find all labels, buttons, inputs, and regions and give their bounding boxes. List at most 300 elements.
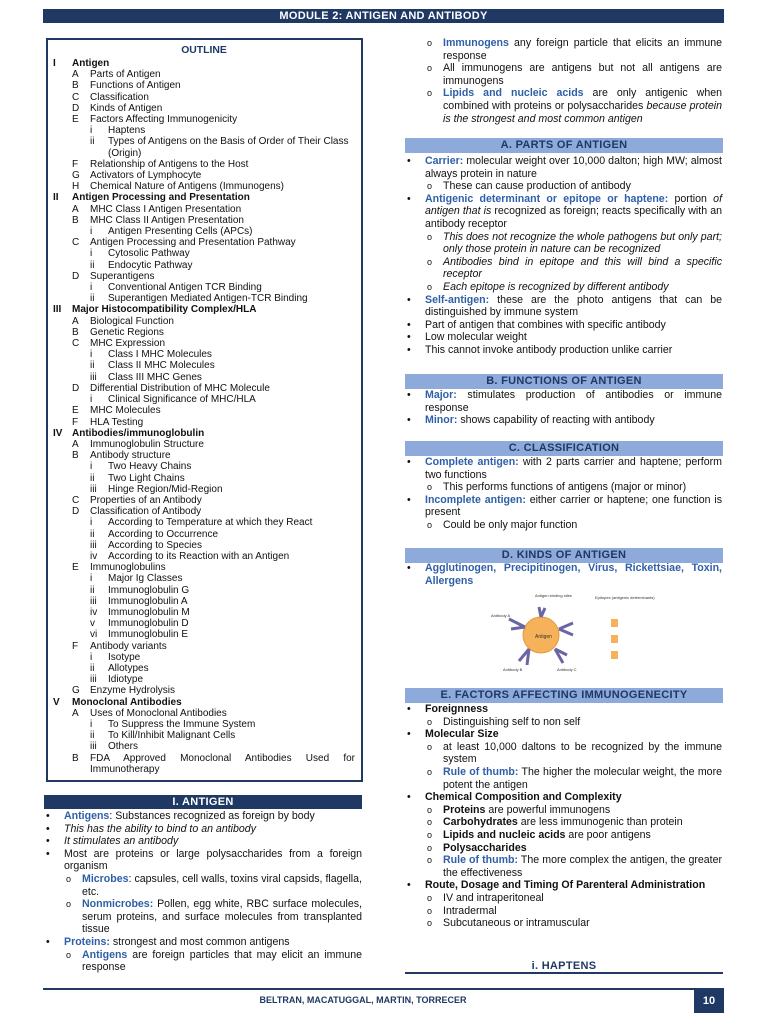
bullet-text-run: Intradermal <box>443 904 497 917</box>
sub-bullet-item <box>405 481 722 494</box>
outline-item-number: vi <box>90 629 98 641</box>
bullet-text-run: portion <box>668 192 714 205</box>
circle-bullet-icon: o <box>427 905 433 916</box>
bullet-item <box>405 414 722 427</box>
outline-item-label: Immunoglobulins <box>90 562 166 574</box>
bullet-text-run: are powerful immunogens <box>485 803 611 816</box>
outline-item-label: Parts of Antigen <box>90 69 161 81</box>
bullet-text <box>425 703 722 716</box>
outline-item-number: F <box>72 158 79 170</box>
bullet-text <box>443 917 722 930</box>
outline-item-number: A <box>72 69 79 81</box>
outline-item <box>53 562 355 573</box>
bullet-text-run: It stimulates an antibody <box>64 835 179 848</box>
bullet-text <box>443 854 722 879</box>
circle-bullet-icon: o <box>427 63 433 74</box>
bullet-item <box>405 703 722 716</box>
bullet-text-run: Route, Dosage and Timing Of Parenteral Administration <box>425 879 706 892</box>
outline-item-label: Factors Affecting Immunogenicity <box>90 114 238 126</box>
key-term: Immunogens <box>443 37 509 49</box>
outline-item-number: II <box>53 192 59 204</box>
sub-bullet-item <box>405 231 722 256</box>
bullet-text-run: All immunogens are antigens but not all antigens are immunogens <box>443 62 722 87</box>
bullet-text <box>443 892 722 905</box>
factors-section-body <box>405 703 722 930</box>
bullet-text <box>443 37 722 62</box>
outline-item <box>53 517 355 528</box>
outline-item <box>53 439 355 450</box>
outline-item-label: Antibody variants <box>90 640 167 652</box>
outline-item-number: I <box>53 58 56 69</box>
bullet-text-run: molecular weight over 10,000 dalton; high MW; almost always protein in nature <box>425 155 722 180</box>
sub-bullet-item <box>44 949 362 974</box>
outline-item-number: i <box>90 461 93 473</box>
outline-item <box>53 417 355 428</box>
parts-section-body <box>405 155 722 357</box>
footer-authors: BELTRAN, MACATUGGAL, MARTIN, TORRECER <box>259 995 467 1005</box>
outline-item-label: Enzyme Hydrolysis <box>90 685 176 697</box>
outline-item <box>53 349 355 360</box>
bullet-text <box>443 716 722 729</box>
bullet-text-run: The higher the molecular weight, the more potent the antigen <box>443 765 722 791</box>
outline-item-label: Class III MHC Genes <box>108 371 202 383</box>
key-term: Agglutinogen, Precipitinogen, Virus, Rickettsiae, Toxin, Allergens <box>425 562 722 587</box>
outline-item <box>53 394 355 405</box>
outline-item-number: D <box>72 270 80 282</box>
outline-item-label: Antigen <box>72 58 110 69</box>
outline-item-label: Superantigen Mediated Antigen-TCR Binding <box>108 293 308 305</box>
bullet-text-run: any foreign particle that elicits an immune response <box>443 37 722 62</box>
outline-item-label: Allotypes <box>108 662 149 674</box>
outline-item-number: ii <box>90 662 95 674</box>
outline-item-number: iii <box>90 371 97 383</box>
outline-item-number: ii <box>90 360 95 372</box>
outline-item <box>53 327 355 338</box>
key-term: Carrier: <box>425 155 464 167</box>
outline-item-number: C <box>72 237 80 249</box>
section-header-parts: A. PARTS OF ANTIGEN <box>405 138 723 153</box>
key-term: Antigens <box>64 810 110 822</box>
bullet-text-run: recognized as foreign; reacts specifically with an antibody receptor <box>425 205 722 230</box>
outline-item <box>53 719 355 730</box>
outline-item-label: Immunoglobulin A <box>108 595 188 607</box>
figure-label-antibody-b: Antibody B <box>503 667 523 672</box>
outline-item-number: C <box>72 494 80 506</box>
disc-bullet-icon: • <box>407 318 411 331</box>
outline-box <box>46 38 363 782</box>
circle-bullet-icon: o <box>427 829 433 840</box>
figure-label-antigen: Antigen <box>535 634 552 640</box>
section-header-classification: C. CLASSIFICATION <box>405 441 723 456</box>
key-term: Proteins: <box>64 935 110 948</box>
bullet-text <box>425 728 722 741</box>
outline-item-number: iii <box>90 674 97 686</box>
bullet-text <box>64 936 362 949</box>
outline-item <box>53 540 355 551</box>
disc-bullet-icon: • <box>407 493 411 506</box>
outline-item <box>53 484 355 495</box>
bullet-text-run: at least 10,000 daltons to be recognized by the immune system <box>443 740 722 766</box>
sub-bullet-item <box>405 892 722 905</box>
outline-item-number: E <box>72 562 79 574</box>
outline-item-label: Immunoglobulin E <box>108 629 189 641</box>
outline-item <box>53 607 355 618</box>
bullet-item <box>405 791 722 804</box>
section-header-haptens: i. HAPTENS <box>405 958 723 974</box>
bullet-text-run: This cannot invoke antibody production unlike carrier <box>425 343 673 356</box>
sub-bullet-item <box>405 829 722 842</box>
circle-bullet-icon: o <box>427 741 433 752</box>
outline-item-number: ii <box>90 584 95 596</box>
outline-item <box>53 260 355 271</box>
kinds-section-body <box>405 562 722 587</box>
sub-bullet-item <box>405 37 722 62</box>
bullet-text <box>64 823 362 836</box>
bullet-text-run: are foreign particles that may elicit an immune response <box>82 948 362 974</box>
bullet-text-run: : Substances recognized as foreign by body <box>109 810 315 822</box>
key-term: Major: <box>425 389 457 401</box>
bullet-item <box>405 193 722 231</box>
circle-bullet-icon: o <box>427 716 433 727</box>
circle-bullet-icon: o <box>427 766 433 777</box>
bullet-item <box>44 835 362 848</box>
outline-item-label: According to Temperature at which they React <box>108 517 313 529</box>
outline-item-number: G <box>72 685 80 697</box>
outline-item <box>53 641 355 652</box>
outline-item-number: F <box>72 416 79 428</box>
disc-bullet-icon: • <box>46 847 50 860</box>
outline-item-number: V <box>53 696 60 708</box>
bullet-text <box>425 414 722 427</box>
outline-item-label: Idiotype <box>108 674 144 686</box>
bullet-text <box>425 331 722 344</box>
outline-item-number: B <box>72 450 79 462</box>
outline-item-number: v <box>90 618 95 630</box>
disc-bullet-icon: • <box>407 414 411 427</box>
outline-item-label: Genetic Regions <box>90 326 164 338</box>
section-header-factors: E. FACTORS AFFECTING IMMUNOGENECITY <box>405 688 723 703</box>
sub-bullet-item <box>405 519 722 532</box>
outline-item-number: i <box>90 573 93 585</box>
bullet-text-run: are less immunogenic than protein <box>517 816 683 829</box>
outline-item-label: Isotype <box>108 651 141 663</box>
circle-bullet-icon: o <box>66 873 72 884</box>
outline-item-label: Biological Function <box>90 315 174 327</box>
disc-bullet-icon: • <box>407 728 411 741</box>
outline-item <box>53 159 355 170</box>
outline-title: OUTLINE <box>181 45 227 56</box>
outline-item <box>53 338 355 349</box>
bullet-text-run: Low molecular weight <box>425 331 527 344</box>
outline-item-number: ii <box>90 293 95 305</box>
circle-bullet-icon: o <box>66 949 72 960</box>
outline-item-label: Activators of Lymphocyte <box>90 170 202 182</box>
bullet-text <box>425 344 722 357</box>
module-title-bar: MODULE 2: ANTIGEN AND ANTIBODY <box>43 9 724 23</box>
sub-bullet-item <box>405 854 722 879</box>
outline-item-number: B <box>72 326 79 338</box>
circle-bullet-icon: o <box>427 256 433 267</box>
bullet-text <box>443 180 722 193</box>
outline-item <box>53 629 355 640</box>
sub-bullet-item <box>405 804 722 817</box>
outline-item <box>53 372 355 383</box>
outline-item <box>53 237 355 248</box>
outline-item-label: Classification of Antibody <box>90 506 202 518</box>
disc-bullet-icon: • <box>46 835 50 848</box>
outline-item-label: Properties of an Antibody <box>90 494 202 506</box>
outline-item <box>53 271 355 282</box>
outline-item-label: According to Species <box>108 539 202 551</box>
key-term: Minor: <box>425 414 458 427</box>
outline-item-label: Antigen Processing and Presentation <box>72 192 250 204</box>
outline-item-number: i <box>90 282 93 294</box>
circle-bullet-icon: o <box>427 842 433 853</box>
outline-item-number: A <box>72 438 79 450</box>
bullet-item <box>44 810 362 823</box>
bullet-text-run: Molecular Size <box>425 728 499 741</box>
bullet-text-run: Pollen, egg white, RBC surface molecules, serum proteins, and surface molecules from transplanted tissue <box>82 898 362 936</box>
outline-item <box>53 652 355 663</box>
outline-list <box>53 58 355 775</box>
disc-bullet-icon: • <box>407 343 411 356</box>
outline-item-number: E <box>72 114 79 126</box>
outline-item-label: Major Ig Classes <box>108 573 183 585</box>
outline-item-number: H <box>72 181 80 193</box>
outline-item-label: Types of Antigens on the Basis of Order of Their Class (Origin) <box>108 136 349 159</box>
outline-item <box>53 708 355 719</box>
bullet-text <box>64 848 362 873</box>
outline-item-number: ii <box>90 259 95 271</box>
outline-item-label: Class II MHC Molecules <box>108 360 215 372</box>
sub-bullet-item <box>405 766 722 791</box>
circle-bullet-icon: o <box>427 892 433 903</box>
outline-item-number: iii <box>90 595 97 607</box>
section-header-functions: B. FUNCTIONS OF ANTIGEN <box>405 374 723 389</box>
sub-bullet-item <box>405 180 722 193</box>
circle-bullet-icon: o <box>427 804 433 815</box>
outline-item <box>53 551 355 562</box>
circle-bullet-icon: o <box>66 899 72 910</box>
bullet-text-run: Distinguishing self to non self <box>443 715 581 728</box>
bullet-text-run: shows capability of reacting with antibody <box>457 414 655 427</box>
sub-bullet-item <box>405 905 722 918</box>
bullet-text-run: are poor antigens <box>565 828 651 841</box>
outline-item-label: According to Occurrence <box>108 528 219 540</box>
outline-item-number: ii <box>90 730 95 742</box>
outline-item <box>53 69 355 80</box>
bullet-text <box>443 842 722 855</box>
outline-item <box>53 674 355 685</box>
outline-item <box>53 103 355 114</box>
outline-item-label: MHC Class I Antigen Presentation <box>90 203 242 215</box>
outline-item <box>53 204 355 215</box>
outline-item <box>53 405 355 416</box>
sub-bullet-item <box>405 842 722 855</box>
outline-item <box>53 450 355 461</box>
sub-bullet-item <box>405 62 722 87</box>
outline-item <box>53 473 355 484</box>
bullet-text-run: Proteins <box>443 803 486 816</box>
bullet-text-run: these are the photo antigens that can be distinguished by immune system <box>425 293 722 319</box>
bullet-text-run: Could be only major function <box>443 518 578 531</box>
circle-bullet-icon: o <box>427 231 433 242</box>
bullet-item <box>405 389 722 414</box>
outline-item-number: ii <box>90 136 95 148</box>
outline-item <box>53 461 355 472</box>
outline-item-label: Classification <box>90 91 149 103</box>
sub-bullet-item <box>44 873 362 898</box>
bullet-text <box>425 319 722 332</box>
bullet-item <box>405 331 722 344</box>
outline-item-number: F <box>72 640 79 652</box>
bullet-text-run: because protein is the strongest and most common antigen <box>443 99 722 125</box>
key-term: Rule of thumb: <box>443 765 519 778</box>
outline-item-number: D <box>72 506 80 518</box>
bullet-text-run: Lipids and nucleic acids <box>443 828 566 841</box>
outline-item <box>53 248 355 259</box>
bullet-text <box>82 949 362 974</box>
outline-item-number: ii <box>90 472 95 484</box>
outline-item-label: Immunoglobulin D <box>108 618 189 630</box>
outline-item-label: MHC Molecules <box>90 405 161 417</box>
disc-bullet-icon: • <box>407 192 411 205</box>
outline-item-label: Others <box>108 741 139 753</box>
sub-bullet-item <box>405 281 722 294</box>
outline-item-number: III <box>53 304 62 316</box>
outline-item-label: MHC Class II Antigen Presentation <box>90 214 244 226</box>
bullet-text-run: either carrier or haptene; one function is present <box>425 493 722 519</box>
outline-item <box>53 282 355 293</box>
outline-item-number: iii <box>90 741 97 753</box>
outline-item-label: Uses of Monoclonal Antibodies <box>90 707 227 719</box>
outline-item <box>53 741 355 752</box>
outline-item-number: B <box>72 214 79 226</box>
antigen-antibody-diagram <box>489 589 655 673</box>
bullet-text-run: Subcutaneous or intramuscular <box>443 917 590 930</box>
classification-section-body <box>405 456 722 532</box>
bullet-item <box>44 936 362 949</box>
key-term: Rule of thumb: <box>443 854 519 867</box>
outline-item <box>53 618 355 629</box>
outline-item-label: Clinical Significance of MHC/HLA <box>108 394 256 406</box>
outline-item-number: C <box>72 338 80 350</box>
page-number: 10 <box>694 989 724 1013</box>
outline-item-label: Differential Distribution of MHC Molecule <box>90 382 270 394</box>
outline-item-label: Immunoglobulin G <box>108 584 190 596</box>
outline-item <box>53 730 355 741</box>
bullet-text-run: Part of antigen that combines with specific antibody <box>425 318 666 331</box>
outline-item-number: ii <box>90 528 95 540</box>
outline-item <box>53 383 355 394</box>
functions-section-body <box>405 389 722 427</box>
bullet-item <box>405 294 722 319</box>
disc-bullet-icon: • <box>46 935 50 948</box>
disc-bullet-icon: • <box>46 822 50 835</box>
bullet-text <box>425 562 722 587</box>
outline-item-number: iv <box>90 550 98 562</box>
bullet-text-run: These can cause production of antibody <box>443 180 631 193</box>
key-term: Incomplete antigen: <box>425 493 526 506</box>
disc-bullet-icon: • <box>407 389 411 401</box>
outline-item <box>53 697 355 708</box>
outline-item-number: i <box>90 248 93 260</box>
bullet-text-run: strongest and most common antigens <box>109 935 290 948</box>
antigen-section-body <box>44 810 362 974</box>
outline-item-label: FDA Approved Monoclonal Antibodies Used for Immunotherapy <box>90 752 355 775</box>
outline-item <box>53 293 355 304</box>
outline-item <box>53 753 355 775</box>
outline-item-number: C <box>72 91 80 103</box>
outline-item <box>53 596 355 607</box>
outline-item <box>53 585 355 596</box>
bullet-text-run: Polysaccharides <box>443 841 527 854</box>
disc-bullet-icon: • <box>407 879 411 892</box>
outline-item-label: Relationship of Antigens to the Host <box>90 158 249 170</box>
bullet-text <box>425 193 722 231</box>
figure-label-antibody-a: Antibody A <box>491 613 511 618</box>
bullet-text-run: Each epitope is recognized by different antibody <box>443 280 669 293</box>
outline-item <box>53 136 355 158</box>
outline-item-label: Antigen Presenting Cells (APCs) <box>108 226 253 238</box>
bullet-text-run: The more complex the antigen, the greater the effectiveness <box>443 854 723 879</box>
bullet-text-run: This has the ability to bind to an antibody <box>64 822 256 835</box>
key-term: Self-antigen: <box>425 293 490 306</box>
bullet-text <box>82 873 362 898</box>
bullet-text-run: : capsules, cell walls, toxins viral capsids, flagella, etc. <box>82 872 362 898</box>
outline-item <box>53 573 355 584</box>
section-header-kinds: D. KINDS OF ANTIGEN <box>405 548 723 563</box>
bullet-text <box>425 456 722 481</box>
disc-bullet-icon: • <box>407 293 411 306</box>
outline-item-number: i <box>90 349 93 361</box>
outline-item <box>53 663 355 674</box>
key-term: Complete antigen: <box>425 456 519 468</box>
outline-item <box>53 316 355 327</box>
outline-item <box>53 192 355 203</box>
bullet-text-run: stimulates production of antibodies or immune response <box>425 389 722 414</box>
outline-item <box>53 304 355 315</box>
outline-item-number: iii <box>90 539 97 551</box>
bullet-text-run: This performs functions of antigens (major or minor) <box>443 481 687 494</box>
disc-bullet-icon: • <box>46 810 50 822</box>
bullet-text-run: Foreignness <box>425 703 488 715</box>
outline-item <box>53 80 355 91</box>
outline-item-label: Haptens <box>108 125 146 137</box>
bullet-text-run: Carbohydrates <box>443 816 518 829</box>
bullet-text <box>425 791 722 804</box>
sub-bullet-item <box>405 87 722 125</box>
bullet-item <box>405 344 722 357</box>
circle-bullet-icon: o <box>427 855 433 866</box>
outline-item-number: i <box>90 226 93 238</box>
outline-item <box>53 529 355 540</box>
outline-item <box>53 428 355 439</box>
outline-item-number: A <box>72 315 79 327</box>
circle-bullet-icon: o <box>427 181 433 192</box>
bullet-text <box>443 231 722 256</box>
outline-item <box>53 114 355 125</box>
outline-item-label: Immunoglobulin M <box>108 606 190 618</box>
bullet-text <box>82 898 362 936</box>
outline-item-label: According to its Reaction with an Antigen <box>108 550 290 562</box>
outline-item-label: Immunoglobulin Structure <box>90 438 204 450</box>
figure-label-binding-sites: Antigen binding sites <box>535 593 572 598</box>
bullet-item <box>405 319 722 332</box>
outline-item-number: D <box>72 382 80 394</box>
outline-item-label: Antibodies/immunoglobulin <box>72 427 205 439</box>
bullet-text <box>443 766 722 791</box>
